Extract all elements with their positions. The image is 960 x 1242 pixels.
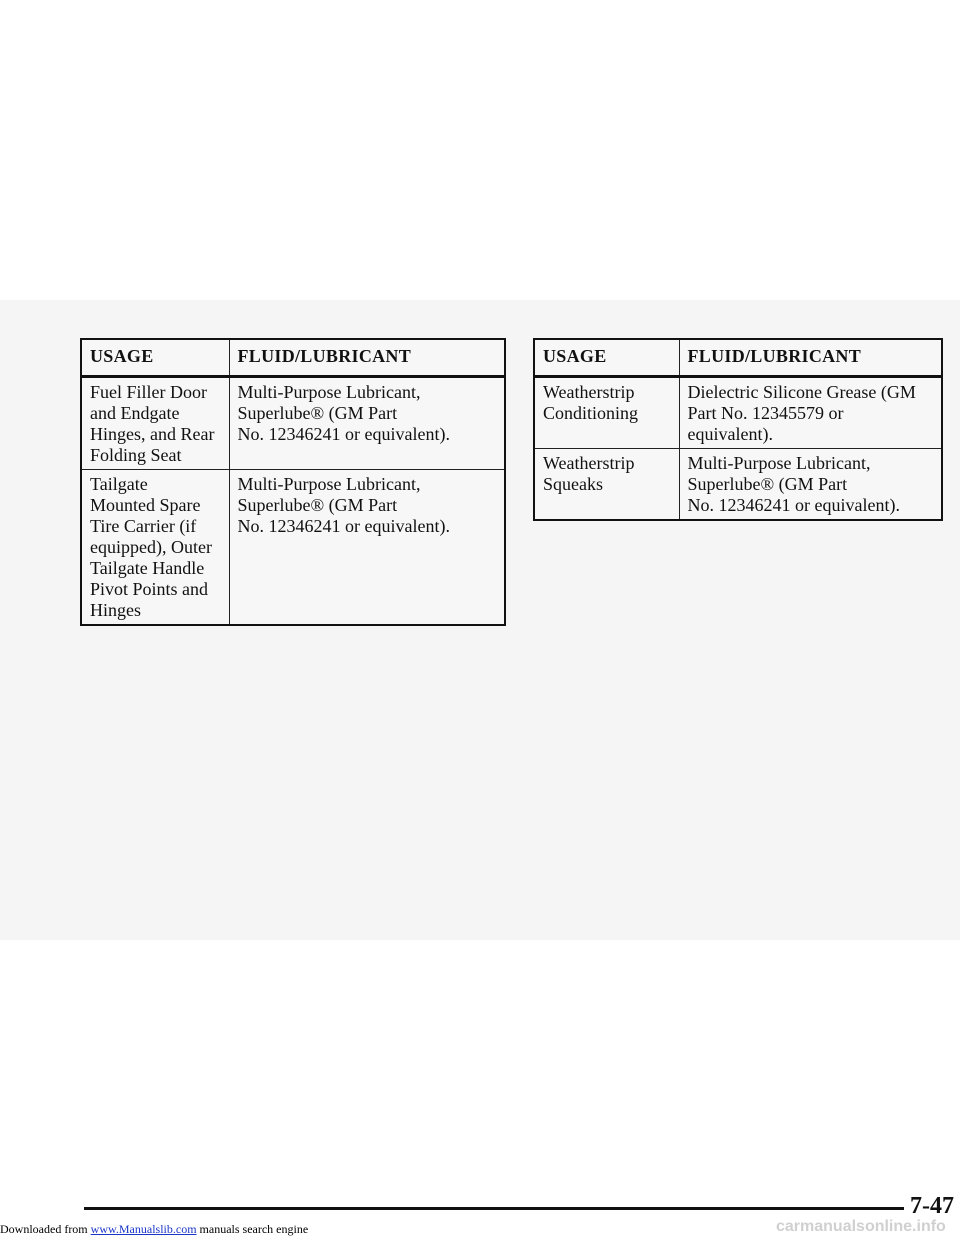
- lubricant-cell: Multi-Purpose Lubricant, Superlube® (GM Part No. 12346241 or equivalent).: [679, 449, 942, 521]
- usage-header: USAGE: [81, 339, 229, 377]
- table-header-row: [81, 339, 505, 377]
- manual-page: [0, 300, 960, 1219]
- watermark: carmanualsonline.info: [776, 1218, 946, 1235]
- table-row: [81, 377, 505, 470]
- table-row: [81, 470, 505, 626]
- download-banner: [0, 1222, 308, 1237]
- table-header-row: [534, 339, 942, 377]
- page-number: 7-47: [910, 1193, 954, 1219]
- fluid-lubricant-header: FLUID/LUBRICANT: [679, 339, 942, 377]
- lubricant-cell: Multi-Purpose Lubricant, Superlube® (GM Part No. 12346241 or equivalent).: [229, 470, 505, 626]
- usage-cell: Weatherstrip Squeaks: [534, 449, 679, 521]
- banner-prefix: Downloaded from: [0, 1222, 91, 1236]
- usage-header: USAGE: [534, 339, 679, 377]
- manualslib-link[interactable]: www.Manualslib.com: [90, 1222, 197, 1236]
- banner-suffix: manuals search engine: [196, 1222, 309, 1236]
- footer-rule: [84, 1207, 904, 1210]
- lubricant-table-right: [533, 338, 943, 521]
- usage-cell: Weatherstrip Conditioning: [534, 377, 679, 449]
- lubricant-cell: Dielectric Silicone Grease (GM Part No. 12345579 or equivalent).: [679, 377, 942, 449]
- usage-cell: Tailgate Mounted Spare Tire Carrier (if equipped), Outer Tailgate Handle Pivot Points and Hinges: [81, 470, 229, 626]
- table-row: [534, 449, 942, 521]
- usage-cell: Fuel Filler Door and Endgate Hinges, and Rear Folding Seat: [81, 377, 229, 470]
- lubricant-table-left: [80, 338, 506, 626]
- table-row: [534, 377, 942, 449]
- fluid-lubricant-header: FLUID/LUBRICANT: [229, 339, 505, 377]
- lubricant-cell: Multi-Purpose Lubricant, Superlube® (GM Part No. 12346241 or equivalent).: [229, 377, 505, 470]
